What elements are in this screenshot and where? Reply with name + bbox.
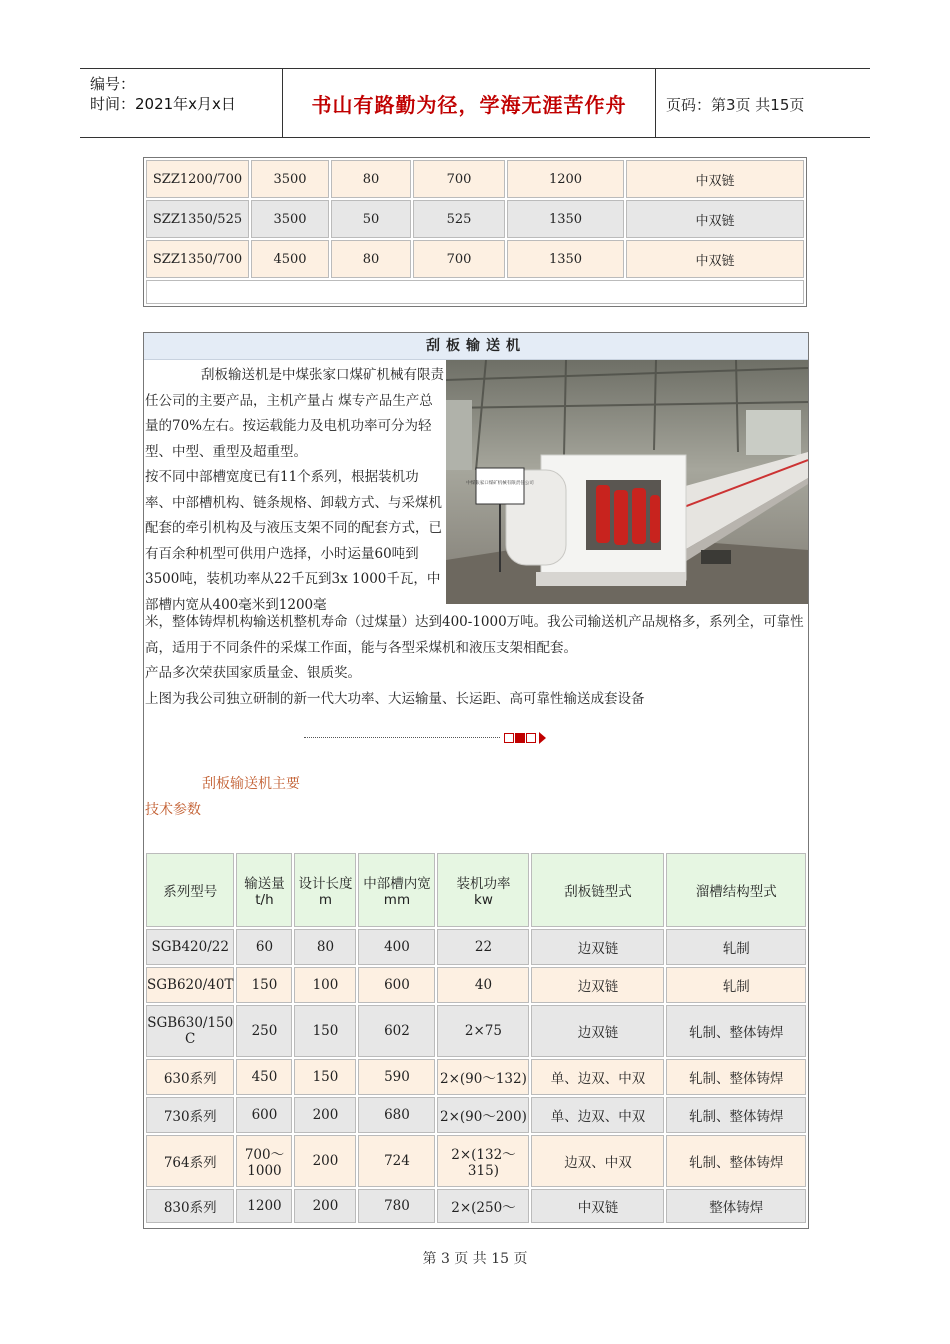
column-header xyxy=(294,853,356,927)
table-cell: 轧制 xyxy=(666,967,806,1003)
table-cell: 700～1000 xyxy=(236,1135,292,1187)
table-cell: 60 xyxy=(236,929,292,965)
decorative-divider xyxy=(304,731,549,745)
column-header: 溜槽结构型式 xyxy=(666,853,806,927)
table-cell: 150 xyxy=(294,1005,356,1057)
table-cell: 150 xyxy=(236,967,292,1003)
table-cell: 2×(250～ xyxy=(437,1189,529,1223)
table-cell: 1350 xyxy=(507,240,624,278)
table-cell: 724 xyxy=(358,1135,435,1187)
table-cell: 2×75 xyxy=(437,1005,529,1057)
photo-sign-text: 中煤张家口煤矿机械有限责任公司 xyxy=(466,481,534,486)
table-cell: 764系列 xyxy=(146,1135,234,1187)
table-cell: 780 xyxy=(358,1189,435,1223)
table-row xyxy=(146,200,804,238)
table-cell: 轧制、整体铸焊 xyxy=(666,1005,806,1057)
spec-table-continued xyxy=(143,157,807,307)
body-paragraph xyxy=(145,610,805,712)
table-cell: 525 xyxy=(413,200,505,238)
header-text: 输送量 xyxy=(244,876,285,892)
table-row xyxy=(146,1059,806,1095)
table-row xyxy=(146,240,804,278)
page-header xyxy=(80,68,870,138)
column-header xyxy=(358,853,435,927)
table-cell: 边双链 xyxy=(531,967,664,1003)
section-title: 刮板输送机 xyxy=(144,333,808,360)
table-cell: 200 xyxy=(294,1097,356,1133)
header-text: 中部槽内宽 xyxy=(363,876,431,892)
table-cell: 602 xyxy=(358,1005,435,1057)
column-header: 刮板链型式 xyxy=(531,853,664,927)
header-unit: m xyxy=(318,892,333,908)
table-cell: 4500 xyxy=(251,240,329,278)
table-row xyxy=(146,160,804,198)
table-row xyxy=(146,1189,806,1223)
table-cell: 700 xyxy=(413,160,505,198)
table-cell: 80 xyxy=(331,160,411,198)
table-cell: 830系列 xyxy=(146,1189,234,1223)
header-text: 设计长度 xyxy=(298,876,353,892)
date-label: 时间：2021年x月x日 xyxy=(90,95,236,113)
header-right-cell xyxy=(655,69,871,137)
product-section xyxy=(143,332,809,1229)
table-cell: 中双链 xyxy=(626,160,804,198)
table-cell: 40 xyxy=(437,967,529,1003)
table-row xyxy=(146,1005,806,1057)
table-cell: 轧制、整体铸焊 xyxy=(666,1135,806,1187)
table-cell: 450 xyxy=(236,1059,292,1095)
header-unit: kw xyxy=(474,892,493,908)
table-cell: 中双链 xyxy=(626,240,804,278)
table-cell: 中双链 xyxy=(531,1189,664,1223)
table-cell: 400 xyxy=(358,929,435,965)
table-row xyxy=(146,967,806,1003)
table-cell: 200 xyxy=(294,1189,356,1223)
table-cell: 1200 xyxy=(507,160,624,198)
square-icon xyxy=(515,733,525,743)
table-cell: SZZ1350/700 xyxy=(146,240,249,278)
award-text: 产品多次荣获国家质量金、银质奖。 xyxy=(145,665,361,681)
table-cell: 中双链 xyxy=(626,200,804,238)
header-text: 装机功率 xyxy=(456,876,511,892)
table-cell: 单、边双、中双 xyxy=(531,1097,664,1133)
table-row xyxy=(146,1097,806,1133)
table-cell: 3500 xyxy=(251,160,329,198)
body-text: 米，整体铸焊机构输送机整机寿命（过煤量）达到400-1000万吨。我公司输送机产品规格多，系列全，可靠性高，适用于不同条件的采煤工作面，能与各型采煤机和液压支架相配套。 xyxy=(145,614,804,656)
arrow-right-icon xyxy=(539,732,546,744)
table-cell: 100 xyxy=(294,967,356,1003)
conveyor-photo-illustration xyxy=(446,360,808,604)
table-cell: 50 xyxy=(331,200,411,238)
table-row xyxy=(146,1135,806,1187)
table-cell: 整体铸焊 xyxy=(666,1189,806,1223)
table-cell: 700 xyxy=(413,240,505,278)
table-cell: 80 xyxy=(331,240,411,278)
header-motto: 书山有路勤为径，学海无涯苦作舟 xyxy=(311,92,627,117)
table-cell: 轧制 xyxy=(666,929,806,965)
intro-paragraph xyxy=(145,363,445,618)
square-icon xyxy=(504,733,514,743)
square-icon xyxy=(526,733,536,743)
header-unit: t/h xyxy=(255,892,274,908)
header-unit: mm xyxy=(383,892,411,908)
params-heading-line1: 刮板输送机主要 xyxy=(202,776,300,792)
table-cell: 22 xyxy=(437,929,529,965)
product-photo xyxy=(446,360,808,604)
table-cell: 2×(132～315) xyxy=(437,1135,529,1187)
series-text: 按不同中部槽宽度已有11个系列，根据装机功率、中部槽机构、链条规格、卸载方式、与采煤机配套的牵引机构及与液压支架不同的配套方式，已有百余种机型可供用户选择，小时运量60吨到3500吨，装机功率从22千瓦到3x 1000千瓦，中部槽内宽从400毫米到1200毫 xyxy=(145,469,442,613)
table-cell: 200 xyxy=(294,1135,356,1187)
header-left-cell xyxy=(80,69,283,137)
column-header: 系列型号 xyxy=(146,853,234,927)
dotted-line xyxy=(304,737,500,738)
table-cell: 600 xyxy=(236,1097,292,1133)
params-heading-line2: 技术参数 xyxy=(145,802,201,818)
table-cell: 250 xyxy=(236,1005,292,1057)
page-footer: 第 3 页 共 15 页 xyxy=(422,1251,528,1267)
table-cell: SGB620/40T xyxy=(146,967,234,1003)
table-cell: 590 xyxy=(358,1059,435,1095)
table-cell: SZZ1200/700 xyxy=(146,160,249,198)
table-header-row xyxy=(146,853,806,927)
table-cell: 边双链 xyxy=(531,1005,664,1057)
table-row xyxy=(146,929,806,965)
table-cell: 150 xyxy=(294,1059,356,1095)
table-cell: 630系列 xyxy=(146,1059,234,1095)
table-cell: 1200 xyxy=(236,1189,292,1223)
table-cell: 单、边双、中双 xyxy=(531,1059,664,1095)
serial-label: 编号： xyxy=(90,75,136,93)
table-cell xyxy=(146,280,804,304)
column-header xyxy=(437,853,529,927)
table-cell: SGB420/22 xyxy=(146,929,234,965)
table-cell: 2×(90～200) xyxy=(437,1097,529,1133)
table-cell: 80 xyxy=(294,929,356,965)
page-label: 页码：第3页 共15页 xyxy=(666,96,805,114)
column-header xyxy=(236,853,292,927)
table-cell: 2×(90～132) xyxy=(437,1059,529,1095)
tech-params-table xyxy=(144,851,808,1225)
table-cell: 轧制、整体铸焊 xyxy=(666,1059,806,1095)
table-cell: SGB630/150C xyxy=(146,1005,234,1057)
table-cell: 1350 xyxy=(507,200,624,238)
table-cell: 边双链 xyxy=(531,929,664,965)
table-cell: 600 xyxy=(358,967,435,1003)
intro-text: 刮板输送机是中煤张家口煤矿机械有限责任公司的主要产品，主机产量占 煤专产品生产总量的70%左右。按运载能力及电机功率可分为轻型、中型、重型及超重型。 xyxy=(145,367,444,460)
table-cell: SZZ1350/525 xyxy=(146,200,249,238)
table-cell: 轧制、整体铸焊 xyxy=(666,1097,806,1133)
table-cell: 3500 xyxy=(251,200,329,238)
table-cell: 边双、中双 xyxy=(531,1135,664,1187)
caption-text: 上图为我公司独立研制的新一代大功率、大运输量、长运距、高可靠性输送成套设备 xyxy=(145,690,645,707)
table-cell: 680 xyxy=(358,1097,435,1133)
table-cell: 730系列 xyxy=(146,1097,234,1133)
table-row-empty xyxy=(146,280,804,304)
